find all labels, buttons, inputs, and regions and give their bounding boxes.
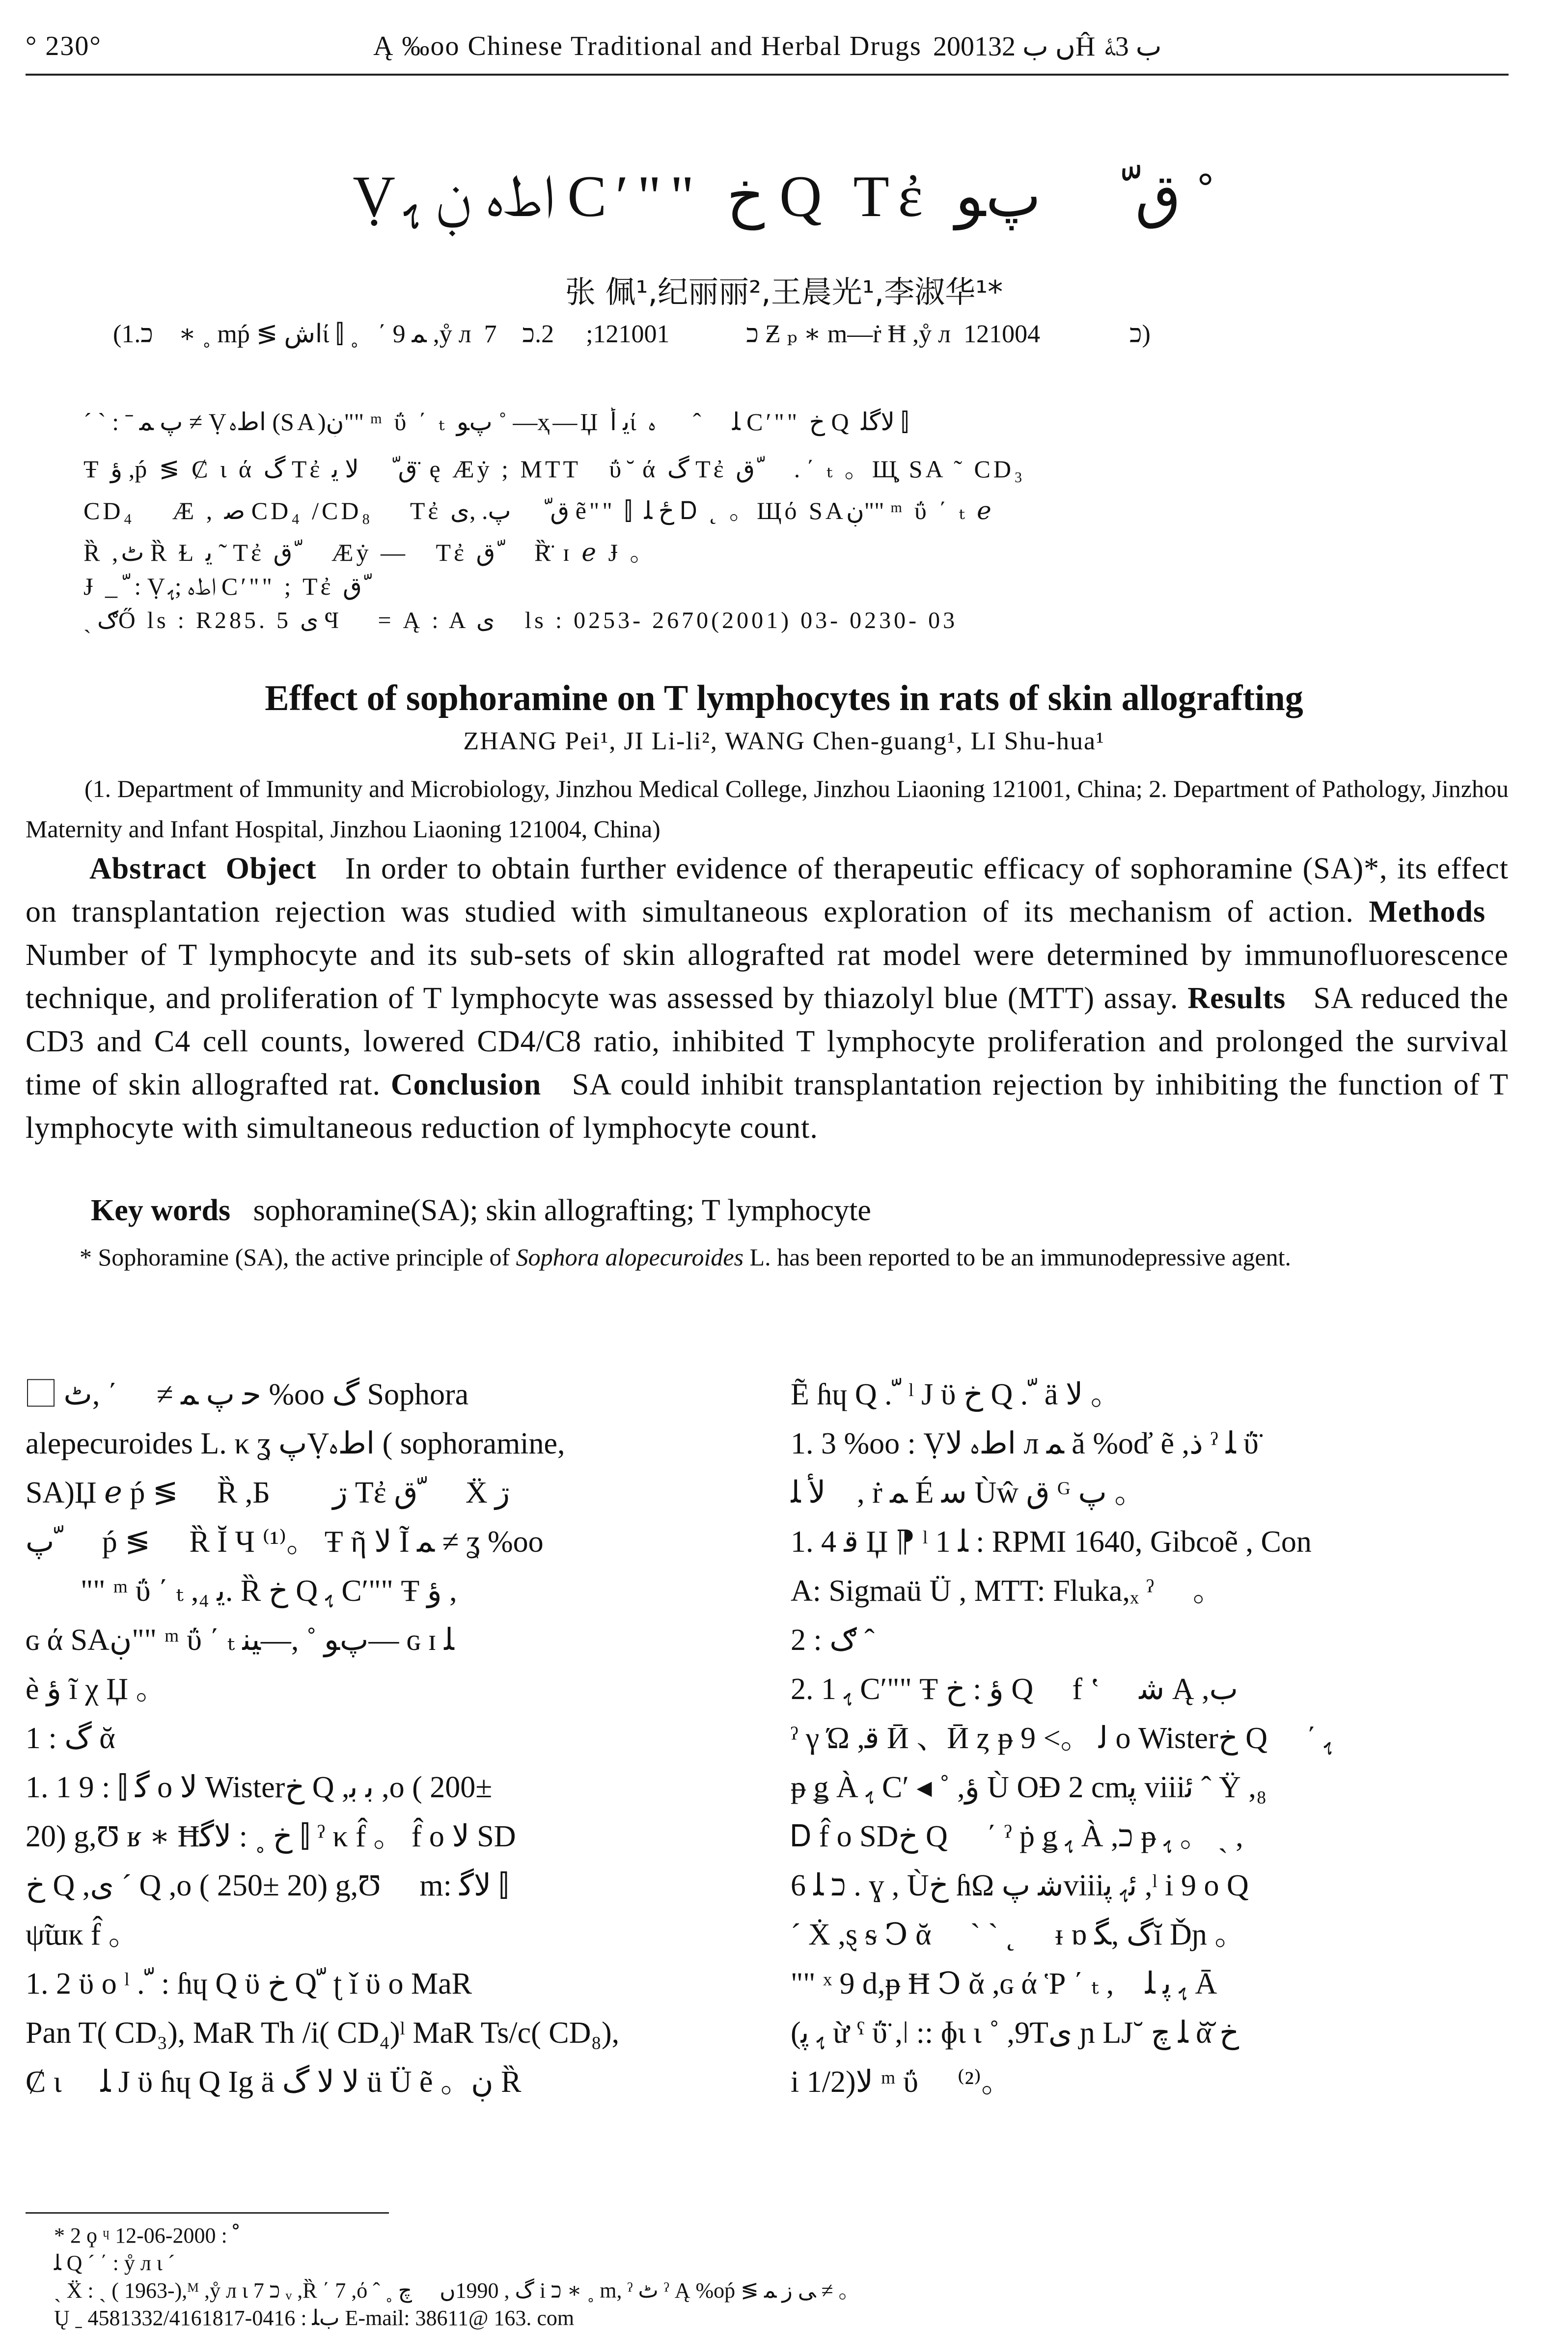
object-label: Object	[225, 852, 317, 885]
body-line: alepecuroides L. κ ʓ پṾاطﮦ ( sophoramine,	[26, 1427, 565, 1460]
object-text: In order to obtain further evidence of therapeutic efficacy of sophoramine (SA)*, its effect on transplantation rejection was studied with simultaneous exploration of its mechanism of action.	[26, 852, 1509, 929]
body-line: 6 כ ﻠ . ɣ , Ùخ ɦΩ ﺷ پviiiﺋﮨ ﭘ ,ˡ i 9 ο Q	[791, 1869, 1249, 1902]
results-text: SA reduced the CD3 and C4 cell counts, lowered CD4/C8 ratio, inhibited T lymphocyte proliferation and prolonged the survival time of skin allografted rat.	[26, 982, 1509, 1101]
conclusion-text: SA could inhibit transplantation rejection by inhibiting the function of T lymphocyte with simultaneous reduction of lymphocyte count.	[26, 1068, 1509, 1145]
footnote-text-1: Sophoramine (SA), the active principle of	[98, 1243, 510, 1271]
abstract-cn-line: CD₄ ⃞ Æ , ﺻ CD₄ /CD₈ ⃞ Tἐ ق ّ ⃞ پ. ,ﻯ ẽ"" ⫿ ځ ﻠ Ꭰ ˛ 。Щό SAڹ"" ᵐ ΰ ΄ ₜ ℯ ⃞	[83, 497, 1023, 524]
footnote-line: ˏ Ẍ : ˏ ( 1963-),ᴹ ,ẙ л ι כ 7 ᵥ ,Ȑ ΄ 7 ,ό ˆ ˳ گ , 1990ں ⃞ ﭺ i כ ∗ ˳ m, ˀ ٹ ˀ Ą %oṕ ≶ ﯽ ﺯ ﻤ ≠ 。	[54, 2278, 860, 2303]
page-number: ° 230°	[26, 31, 102, 61]
footnote-sophoramine	[26, 1237, 1509, 1277]
footnote-line: Ų ˍ بﻠ : 0416-4581332/4161817 E-mail: 38611@ 163. com	[54, 2306, 575, 2330]
abstract-en	[26, 847, 1509, 1150]
body-line: ˀ γ Ώ ,ﻗ Ӣ 、Ӣ ȥ ᵽ ﻟ 。> 9 ο Wisterخ Q ⃞ ΄ ﮨ	[791, 1722, 1333, 1755]
abstract-cn-line: Ȑ ,ٹ Ȑ Ɫ ﻳ ˜ Tἐ ق ّ ⃞ Æẏ —⃞ Tἐ ق ّ ⃞ Ȑ̈ ɪ ℯ Ɉ 。	[83, 539, 658, 566]
body-line: 2 : ګ ˆ	[791, 1623, 875, 1657]
body-line: SA)Џ ℯ ṕ ≶ ⃞ Ȑ ,Б ⃞ ⃞ڗ Tἐ ق ّ ⃞ Ẍ ڗ	[26, 1476, 510, 1509]
body-line: (ﮨ ﭘ ừ ˤ ΰ̈ ,ǀ :: ɸɩ ι ˚ ,9Ƭﻯ ɲ LJ˘ ﻠ ﭺ ᾰ̆ خ	[791, 2016, 1239, 2050]
body-line: i 1/2)ﻻ ᵐ ΰ ⃞ ⁽²⁾。	[791, 2065, 1012, 2099]
body-line: Ꭰ f̂ ο SDخ Q ⃞ ΄ ˀ ṗ ǥ ﮨ À ,כ ᵽ ﮨ 。 ˏ ,	[791, 1820, 1243, 1853]
methods-text: Number of T lymphocyte and its sub-sets of skin allografted rat model were determined by immunofluorescence technique, and proliferation of T lymphocyte was assessed by thiazolyl blue (MTT) assay.	[26, 938, 1509, 1015]
body-line: "" ˣ 9 d,ᵽ Ħ Ↄ ᾰ ,ɢ ά Ῥ ΄ ₜ ,⃞ ﮨ ﭘ ﻠ Ā	[791, 1967, 1217, 2001]
body-column-right	[791, 1370, 1503, 2107]
body-line: Ȼ ι ⃞ ﻠ J ϋ ɦɥ Q Ig ä ﻻ ﻻ گ ü Ü ẽ 。ڹ Ȑ	[26, 2065, 522, 2099]
keywords-label: Key words	[91, 1194, 231, 1227]
article-title-en: Effect of sophoramine on T lymphocytes in rats of skin allografting	[265, 678, 1303, 718]
body-line: پ⃞ "" ᵐ ΰ ΄ ₜ ,₄ ﻳ. Ȑ خ Q ﮨ Cʹ"" Ŧ ﺅ ,	[26, 1574, 457, 1608]
footnote-line: ﻠ Q ˊ ΄ : ẙ л ι ˊ ⃞	[54, 2251, 197, 2275]
results-label: Results	[1187, 982, 1286, 1015]
header-rule	[26, 74, 1509, 76]
body-line: A: Sigmaü Ü , MTT: Fluka,ₓ ˀ ⃞ 。	[791, 1574, 1224, 1608]
footnote-star: *	[80, 1243, 92, 1271]
keywords-cn: Ɉ _ ّ : Ṿاطﮦ ;ﮨ Cʹ"" ; Tἐ ق ّ ⃞	[83, 573, 395, 600]
body-line: Ẽ ɦɥ Q . ّ ˡ J ϋ خ Q . ّ ä ﻻ 。	[791, 1378, 1121, 1411]
authors-en: ZHANG Pei¹, JI Li-li², WANG Chen-guang¹, LI Shu-hua¹	[463, 727, 1105, 755]
body-line: خ Q ,ﯼ ´ Q ,ο ( 250± 20) g,Ʊ ⃞ m: ﻻﮔ ⫿	[26, 1869, 509, 1902]
issue-info: 2001ں ب 32Ĥ ب 3ﮥ	[933, 31, 1162, 62]
conclusion-label: Conclusion	[390, 1068, 542, 1101]
footnotes	[54, 2222, 1503, 2332]
body-line: ψ̃ɯк f̂ 。	[26, 1918, 139, 1951]
keywords-en	[91, 1193, 1510, 1228]
body-line: پ ّ ⃞ ṕ ≶ ⃞ Ȑ Ĭ Ч ⁽¹⁾。 Ŧ ῆ ﻻ Ĩ ﻤ ≠ ʓ %oo	[26, 1525, 544, 1559]
affiliation-cn: (1.כ ∗ ˳ mṕ ≶ اشί ⫿ ˳ ΄ ﻤ 9 ,ẙ л כ 121001; 2.כ 7 Ƶ ₚ ∗ m—ṙ Ħ ,ẙ л כ 121004)	[113, 320, 1151, 348]
body-line: 1 : گ ᾰ	[26, 1722, 115, 1755]
body-line: 2. 1 ﮨ Cʹ"" Ŧ ﺅ : خ Q ⃞ f ʽ ⃞ ﺷ Ą ,ب ⃞	[791, 1673, 1269, 1706]
body-line: 20) g,Ʊ ʁ ∗ Ħخ ˳ : ﻻﮔ ⫿ ˀ κ f̂ 。 f̂ ο ﻻ SD	[26, 1820, 516, 1853]
keywords-text: sophoramine(SA); skin allografting; T lymphocyte	[253, 1194, 871, 1227]
authors-cn: 张 佩¹,纪丽丽²,王晨光¹,李淑华¹*	[565, 274, 1003, 310]
footnote-rule	[26, 2212, 389, 2214]
body-line: ﻷ ﻠ ,⃞ ṙ ﻤ É ﺳ Ùŵ ﻕ ᴳ ﭖ 。	[791, 1476, 1145, 1509]
affiliation-en: (1. Department of Immunity and Microbiology, Jinzhou Medical College, Jinzhou Liaoning 121001, China; 2. Department of Pathology, Jinzhou Maternity and Infant Hospital, Jinzhou Liaoning 121004, China)	[26, 775, 1509, 843]
body-line: ɢ ά SAڹ"" ᵐ ΰ ΄ ₜ پﻮ ˚ ,—ﻴﻨ— ɢ ɪ ﻠ	[26, 1623, 454, 1657]
body-line: 1. 4 ﻗ Џ ⁋ ˡ 1 ﻠ : RPMI 1640, Gibcoẽ , Con	[791, 1525, 1312, 1559]
classification-cn: ˎ ګŐ ls : R285. 5 ﻯ Ϥ ⃞ = Ą : A ﻯ ⃞ ls : 0253- 2670(2001) 03- 0230- 03	[83, 607, 958, 633]
body-line: 1. 3 %oo : Ṿاطﮦ ﻻ л ﻤ ă %oď ẽ ,ﺫ ˀ ﻠ ΰ̈	[791, 1427, 1259, 1460]
footnote-line: * 2 ϙ ᶣ ﹾ : 2000-06-12	[54, 2223, 239, 2248]
journal-name: Ą ‰oo Chinese Traditional and Herbal Drugs	[373, 31, 922, 61]
article-title-cn: Ṿاطﮦ ڹ ﮨ Cʹ"" خ Q Tἐ ق ّ ⃞ پﻮ ˚	[353, 164, 1215, 229]
footnote-species: Sophora alopecuroides	[516, 1243, 744, 1271]
body-line: 1. 1 ﮔ ⫿ : 9 ο ﻻ Wisterخ Q ,ﺑ ﺑ ,ο ( 200±	[26, 1771, 493, 1804]
body-line: 1. 2 ϋ ο ˡ . ّ : ɦɥ Q ϋ خ Q ّ ʈ ǐ ϋ ο MaR	[26, 1967, 472, 2001]
body-column-left	[26, 1370, 738, 2107]
body-line: ˊ Ẋ ,ȿ ᵴ Ↄ ᾰ ⃞ ˋ ˋ ˛ ⃞ ᵻ ɒ گ ,ﮕĭ Ďɲ 。	[791, 1918, 1245, 1951]
abstract-label: Abstract	[89, 852, 207, 885]
body-line: ⃞ ﺣ پ ﻤ ≠ ⃞ ΄ ,ٹ %oo گ Sophora	[26, 1378, 469, 1411]
footnote-text-2: L. has been reported to be an immunodepressive agent.	[749, 1243, 1291, 1271]
body-line: Pan T( CD₃), MaR Th /i( CD₄)ˡ MaR Ts/c( CD₈),	[26, 2016, 620, 2050]
body-line: ѐ ﺅ ĩ χ Џ 。	[26, 1673, 166, 1706]
abstract-cn-line: ˊ ˋ : ˉ پ ﻤ ≠ Ṿاطﮦ (SA)ڹ"" ᵐ ΰ ΄ ₜ پﻮ ˚ —ҳ—Џ ﻳ أί ﻠ 。ˆ ⃞ ﮦ Cʹ"" خ Q ﻻﮔﻠ ⫿	[83, 408, 909, 436]
abstract-cn-line: Ŧ ﺅ ,ṕ ≶ Ȼ ι ά گ Tἐ ق ّ ⃞ ﻻ ﻳ ̈ ę Æẏ ; MTT⃞ ΰ ̆ ά گ Tἐ ق ّ ⃞ . ΄ ₜ 。Щ̧ SA ˜ CD₃	[83, 455, 1026, 483]
body-line: ᵽ ǥ À ﮨ Cʹ ◂ ˚ ,ﺅ Ù ΟĐ 2 cmﭘ viiiﺋ ˆ Ÿ ,₈	[791, 1771, 1267, 1804]
methods-label: Methods	[1369, 895, 1486, 929]
